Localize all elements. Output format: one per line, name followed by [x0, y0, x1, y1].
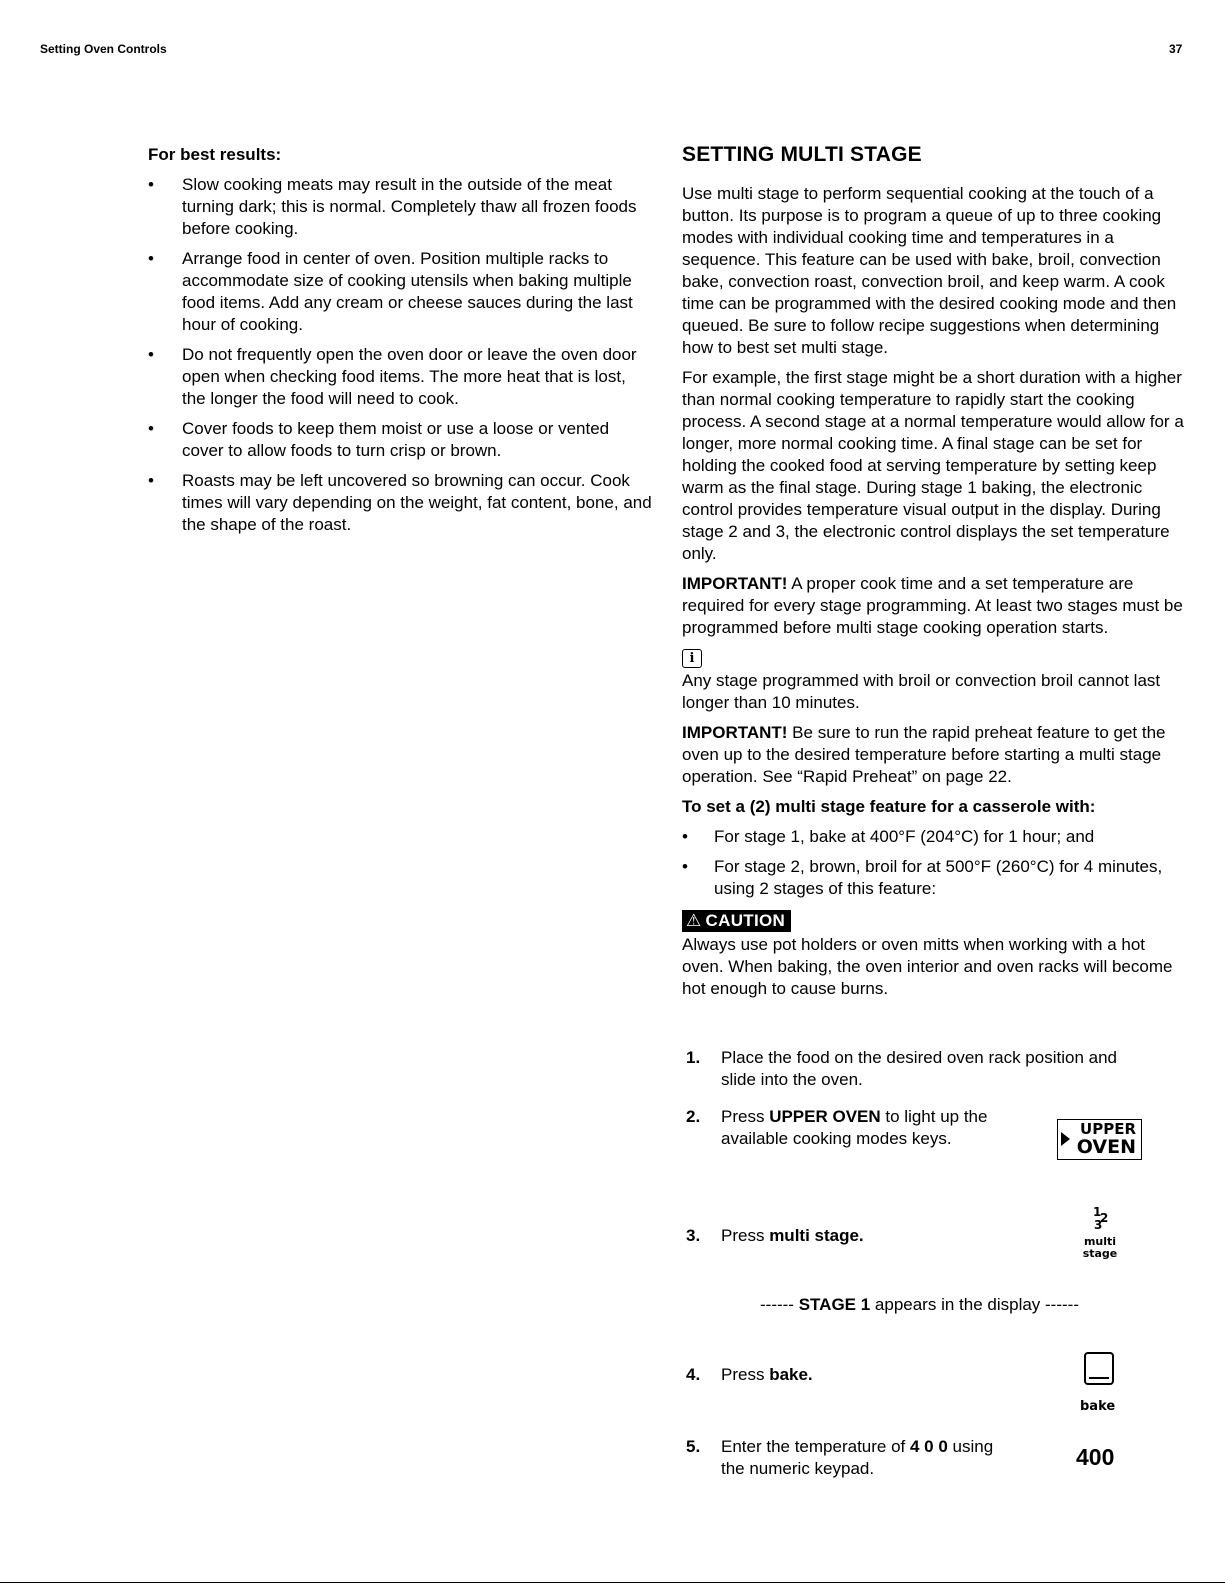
step-text: Press UPPER OVEN to light up the available cooking modes keys.: [721, 1107, 988, 1148]
bullet-icon: •: [148, 419, 154, 438]
caution-label: CAUTION: [705, 911, 786, 930]
list-item-text: Cover foods to keep them moist or use a loose or vented cover to allow foods to turn crisp or brown.: [182, 419, 610, 460]
caution-banner: [682, 910, 791, 932]
bullet-icon: •: [148, 345, 154, 364]
list-item: [148, 344, 653, 410]
key-label-line2: stage: [1082, 1247, 1118, 1260]
best-results-list: [148, 174, 653, 536]
example-list: [682, 826, 1188, 900]
list-item-text: Slow cooking meats may result in the outside of the meat turning dark; this is normal. Completely thaw all frozen foods before cooking.: [182, 175, 637, 238]
list-item: [148, 248, 653, 336]
bullet-icon: •: [682, 827, 688, 846]
play-arrow-icon: [1061, 1132, 1070, 1146]
example-paragraph: For example, the first stage might be a short duration with a higher than normal cooking temperature to rapidly start the cooking process. A second stage at a normal temperature would allow for a longer, more normal cooking time. A final stage can be set for holding the cooked food at serving temperature by setting keep warm as the final stage. During stage 1 baking, the electronic control provides temperature visual output in the display. During stage 2 and 3, the electronic control displays the set temperature only.: [682, 368, 1184, 563]
step-number: 1.: [686, 1048, 701, 1067]
info-note: [682, 647, 1188, 714]
important-text: A proper cook time and a set temperature are required for every stage programming. At least two stages must be programmed before multi stage cooking operation starts.: [682, 574, 1183, 637]
list-item-text: Roasts may be left uncovered so browning can occur. Cook times will vary depending on the weight, fat content, bone, and the shape of the roast.: [182, 471, 652, 534]
section-title: SETTING MULTI STAGE: [682, 143, 922, 166]
important-text: Be sure to run the rapid preheat feature to get the oven up to the desired temperature before starting a multi stage operation. See “Rapid Preheat” on page 22.: [682, 723, 1166, 786]
step-text: Press multi stage.: [721, 1226, 864, 1245]
important-label: IMPORTANT!: [682, 723, 788, 742]
svg-text:2: 2: [1100, 1211, 1109, 1225]
step-number: 3.: [686, 1226, 701, 1245]
svg-text:3: 3: [1094, 1218, 1103, 1232]
list-item: [148, 418, 653, 462]
key-label-line1: UPPER: [1080, 1120, 1136, 1138]
bullet-icon: •: [682, 857, 688, 876]
bullet-icon: •: [148, 175, 154, 194]
running-header-section: Setting Oven Controls: [40, 42, 167, 56]
best-results-heading: For best results:: [148, 145, 282, 164]
oven-icon: [1084, 1352, 1114, 1385]
step-number: 4.: [686, 1365, 701, 1384]
step-text: Enter the temperature of 4 0 0 using the numeric keypad.: [721, 1437, 994, 1478]
step-text: Press bake.: [721, 1365, 813, 1384]
warning-triangle-icon: ⚠: [686, 911, 702, 930]
list-item-text: Arrange food in center of oven. Position multiple racks to accommodate size of cooking utensils when baking multiple food items. Add any cream or cheese sauces during the last hour of cooking.: [182, 249, 633, 334]
multi-stage-key[interactable]: [1070, 1205, 1130, 1260]
important-note-1: [682, 573, 1188, 639]
bake-key-label: bake: [1080, 1399, 1116, 1414]
bullet-icon: •: [148, 471, 154, 490]
list-item: [148, 470, 653, 536]
bullet-icon: •: [148, 249, 154, 268]
step-text: Place the food on the desired oven rack position and slide into the oven.: [721, 1048, 1117, 1089]
multi-stage-section: [682, 142, 1188, 1008]
list-item-text: For stage 2, brown, broil for at 500°F (260°C) for 4 minutes, using 2 stages of this feature:: [714, 857, 1163, 898]
stacked-numbers-icon: [1086, 1205, 1114, 1233]
bottom-rule: [0, 1582, 1225, 1583]
list-item: [148, 174, 653, 240]
multi-stage-icon: [1070, 1205, 1130, 1236]
best-results-section: [148, 144, 653, 544]
important-note-2: [682, 722, 1188, 788]
step-number: 2.: [686, 1107, 701, 1126]
svg-text:1: 1: [1093, 1205, 1102, 1219]
page-number: 37: [1169, 42, 1183, 56]
intro-paragraph: Use multi stage to perform sequential cooking at the touch of a button. Its purpose is to program a queue of up to three cooking modes with individual cooking time and temperatures in a sequence. This feature can be used with bake, broil, convection bake, convection roast, convection broil, and keep warm. A cook time can be programmed with the desired cooking mode and then queued. Be sure to follow recipe suggestions when determining how to best set multi stage.: [682, 184, 1177, 357]
step-number: 5.: [686, 1437, 701, 1456]
caution-text: Always use pot holders or oven mitts when working with a hot oven. When baking, the oven interior and oven racks will become hot enough to cause burns.: [682, 935, 1173, 998]
key-label-line1: multi: [1083, 1235, 1117, 1248]
list-item: [682, 856, 1188, 900]
info-icon: i: [682, 649, 702, 668]
stage-display-note: ------ STAGE 1 appears in the display ------: [760, 1295, 1079, 1314]
key-label-line2: OVEN: [1076, 1136, 1136, 1158]
upper-oven-key[interactable]: [1057, 1119, 1142, 1160]
important-label: IMPORTANT!: [682, 574, 788, 593]
example-heading: To set a (2) multi stage feature for a casserole with:: [682, 797, 1096, 816]
info-text: Any stage programmed with broil or convection broil cannot last longer than 10 minutes.: [682, 671, 1161, 712]
list-item: [682, 826, 1188, 848]
list-item-text: For stage 1, bake at 400°F (204°C) for 1 hour; and: [714, 827, 1095, 846]
list-item-text: Do not frequently open the oven door or leave the oven door open when checking food items. The more heat that is lost, the longer the food will need to cook.: [182, 345, 637, 408]
display-readout: 400: [1076, 1444, 1115, 1470]
